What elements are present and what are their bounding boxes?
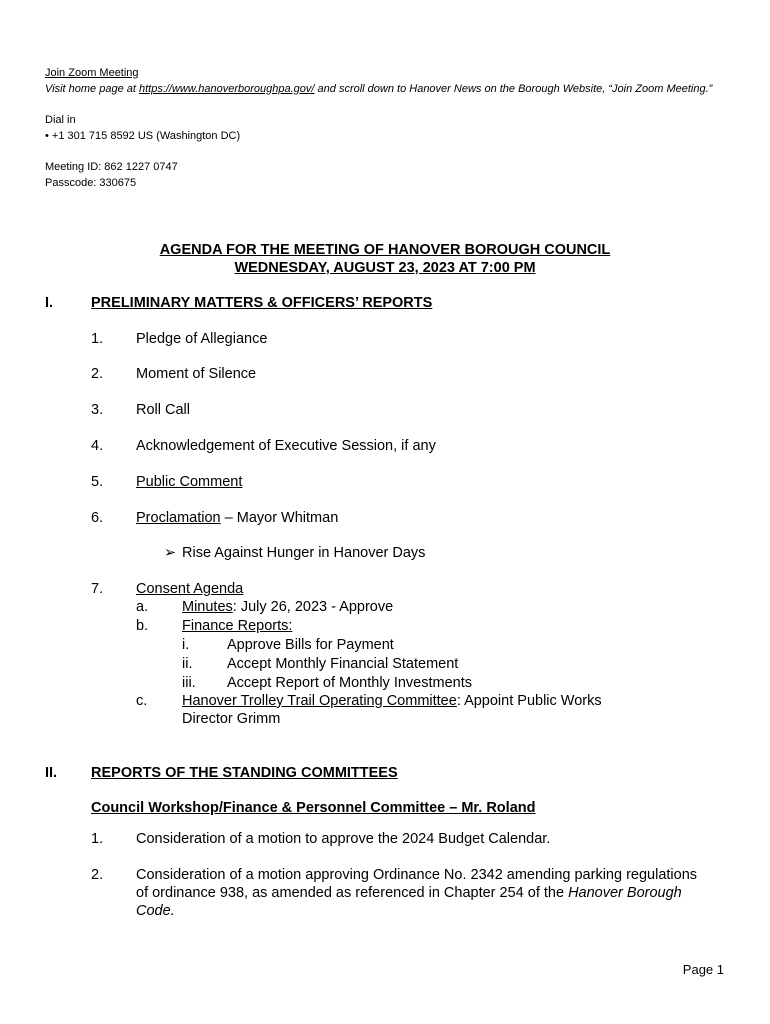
item-ordinance-line2: of ordinance 938, as amended as referenced in Chapter 254 of the Hanover Borough bbox=[136, 885, 682, 901]
sub-sub-numeral: iii. bbox=[182, 675, 196, 691]
item-pledge: Pledge of Allegiance bbox=[136, 331, 268, 347]
sub-item-letter: a. bbox=[136, 599, 149, 615]
proclamation-bullet: Rise Against Hunger in Hanover Days bbox=[182, 545, 426, 561]
item-public-comment: Public Comment bbox=[136, 474, 243, 490]
meeting-id: Meeting ID: 862 1227 0747 bbox=[45, 161, 178, 173]
passcode: Passcode: 330675 bbox=[45, 176, 137, 189]
finance-monthly-investments: Accept Report of Monthly Investments bbox=[227, 675, 472, 691]
section-numeral: I. bbox=[45, 295, 54, 311]
consent-agenda-label: Consent Agenda bbox=[136, 581, 244, 597]
zoom-heading: Join Zoom Meeting bbox=[45, 67, 139, 79]
agenda-date: WEDNESDAY, AUGUST 23, 2023 AT 7:00 PM bbox=[234, 260, 536, 276]
item-number: 6. bbox=[91, 510, 104, 526]
item-roll-call: Roll Call bbox=[136, 402, 190, 418]
zoom-info bbox=[45, 66, 735, 191]
consent-finance-reports: Finance Reports: bbox=[182, 618, 293, 634]
item-number: 3. bbox=[91, 402, 104, 418]
item-ordinance-line1: Consideration of a motion approving Ordinance No. 2342 amending parking regulations bbox=[136, 867, 698, 883]
sub-item-letter: b. bbox=[136, 618, 149, 634]
consent-trolley-trail-cont: Director Grimm bbox=[182, 711, 281, 727]
item-number: 5. bbox=[91, 474, 104, 490]
item-proclamation: Proclamation – Mayor Whitman bbox=[136, 510, 339, 526]
dial-in-label: Dial in bbox=[45, 114, 76, 126]
sub-item-letter: c. bbox=[136, 693, 148, 709]
item-number: 1. bbox=[91, 331, 104, 347]
item-number: 2. bbox=[91, 867, 104, 883]
page-number: Page 1 bbox=[682, 962, 724, 977]
consent-minutes: Minutes: July 26, 2023 - Approve bbox=[182, 599, 394, 615]
zoom-instructions: Visit home page at https://www.hanoverboroughpa.gov/ and scroll down to Hanover News on the Borough Website, “Join Zoom Meeting.” bbox=[45, 82, 713, 95]
section-heading: REPORTS OF THE STANDING COMMITTEES bbox=[91, 765, 398, 781]
item-number: 2. bbox=[91, 366, 104, 382]
sub-sub-numeral: i. bbox=[182, 637, 190, 653]
agenda-title: AGENDA FOR THE MEETING OF HANOVER BOROUGH COUNCIL bbox=[159, 242, 611, 258]
dial-in-phone: • +1 301 715 8592 US (Washington DC) bbox=[45, 129, 241, 142]
item-number: 1. bbox=[91, 831, 104, 847]
borough-website-link[interactable]: https://www.hanoverboroughpa.gov/ bbox=[138, 82, 315, 95]
item-executive-session: Acknowledgement of Executive Session, if any bbox=[136, 438, 436, 454]
item-budget-calendar: Consideration of a motion to approve the 2024 Budget Calendar. bbox=[136, 831, 551, 847]
item-moment-of-silence: Moment of Silence bbox=[136, 366, 257, 382]
sub-sub-numeral: ii. bbox=[182, 656, 193, 672]
item-number: 7. bbox=[91, 581, 104, 597]
consent-trolley-trail: Hanover Trolley Trail Operating Committee: Appoint Public Works bbox=[182, 693, 602, 709]
section-heading: PRELIMINARY MATTERS & OFFICERS’ REPORTS bbox=[91, 295, 433, 311]
item-number: 4. bbox=[91, 438, 104, 454]
committee-heading: Council Workshop/Finance & Personnel Committee – Mr. Roland bbox=[91, 800, 536, 816]
finance-approve-bills: Approve Bills for Payment bbox=[227, 637, 394, 653]
section-numeral: II. bbox=[45, 765, 58, 781]
finance-monthly-statement: Accept Monthly Financial Statement bbox=[227, 656, 459, 672]
arrow-bullet-icon: ➢ bbox=[164, 545, 177, 561]
item-ordinance-line3: Code. bbox=[136, 903, 175, 919]
